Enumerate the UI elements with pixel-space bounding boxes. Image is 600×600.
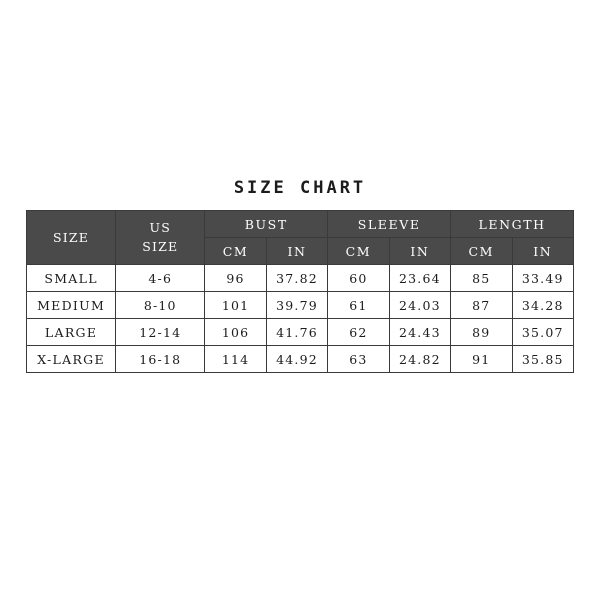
size-chart-table-wrapper bbox=[26, 210, 574, 373]
cell-bust-cm: 101 bbox=[205, 292, 266, 319]
table-row bbox=[27, 292, 574, 319]
cell-sleeve-cm: 63 bbox=[328, 346, 389, 373]
cell-bust-cm: 96 bbox=[205, 265, 266, 292]
header-us-size-line2: SIZE bbox=[142, 238, 179, 254]
cell-length-in: 35.85 bbox=[512, 346, 573, 373]
cell-length-in: 35.07 bbox=[512, 319, 573, 346]
cell-sleeve-cm: 62 bbox=[328, 319, 389, 346]
cell-bust-in: 39.79 bbox=[266, 292, 327, 319]
cell-size: MEDIUM bbox=[27, 292, 116, 319]
header-length-in: IN bbox=[512, 238, 573, 265]
header-group-length: LENGTH bbox=[451, 211, 574, 238]
cell-length-cm: 87 bbox=[451, 292, 512, 319]
cell-us-size: 12-14 bbox=[116, 319, 205, 346]
cell-bust-in: 41.76 bbox=[266, 319, 327, 346]
cell-bust-in: 44.92 bbox=[266, 346, 327, 373]
cell-sleeve-in: 23.64 bbox=[389, 265, 450, 292]
header-us-size-line1: US bbox=[149, 220, 171, 236]
header-bust-cm: CM bbox=[205, 238, 266, 265]
header-sleeve-in: IN bbox=[389, 238, 450, 265]
header-length-cm: CM bbox=[451, 238, 512, 265]
cell-length-cm: 89 bbox=[451, 319, 512, 346]
size-chart-table bbox=[26, 210, 574, 373]
cell-bust-cm: 106 bbox=[205, 319, 266, 346]
cell-us-size: 8-10 bbox=[116, 292, 205, 319]
header-group-sleeve: SLEEVE bbox=[328, 211, 451, 238]
cell-size: SMALL bbox=[27, 265, 116, 292]
cell-sleeve-cm: 60 bbox=[328, 265, 389, 292]
cell-us-size: 4-6 bbox=[116, 265, 205, 292]
cell-length-cm: 91 bbox=[451, 346, 512, 373]
table-row bbox=[27, 265, 574, 292]
table-header bbox=[27, 211, 574, 265]
table-row bbox=[27, 319, 574, 346]
header-us-size bbox=[116, 211, 205, 265]
cell-bust-in: 37.82 bbox=[266, 265, 327, 292]
cell-us-size: 16-18 bbox=[116, 346, 205, 373]
cell-size: X-LARGE bbox=[27, 346, 116, 373]
header-size: SIZE bbox=[27, 211, 116, 265]
table-row bbox=[27, 346, 574, 373]
cell-length-cm: 85 bbox=[451, 265, 512, 292]
cell-sleeve-in: 24.43 bbox=[389, 319, 450, 346]
table-body bbox=[27, 265, 574, 373]
cell-bust-cm: 114 bbox=[205, 346, 266, 373]
table-header-row-groups bbox=[27, 211, 574, 238]
header-group-bust: BUST bbox=[205, 211, 328, 238]
cell-size: LARGE bbox=[27, 319, 116, 346]
cell-length-in: 34.28 bbox=[512, 292, 573, 319]
cell-length-in: 33.49 bbox=[512, 265, 573, 292]
cell-sleeve-cm: 61 bbox=[328, 292, 389, 319]
header-bust-in: IN bbox=[266, 238, 327, 265]
page-title: SIZE CHART bbox=[233, 178, 367, 198]
cell-sleeve-in: 24.03 bbox=[389, 292, 450, 319]
header-sleeve-cm: CM bbox=[328, 238, 389, 265]
cell-sleeve-in: 24.82 bbox=[389, 346, 450, 373]
